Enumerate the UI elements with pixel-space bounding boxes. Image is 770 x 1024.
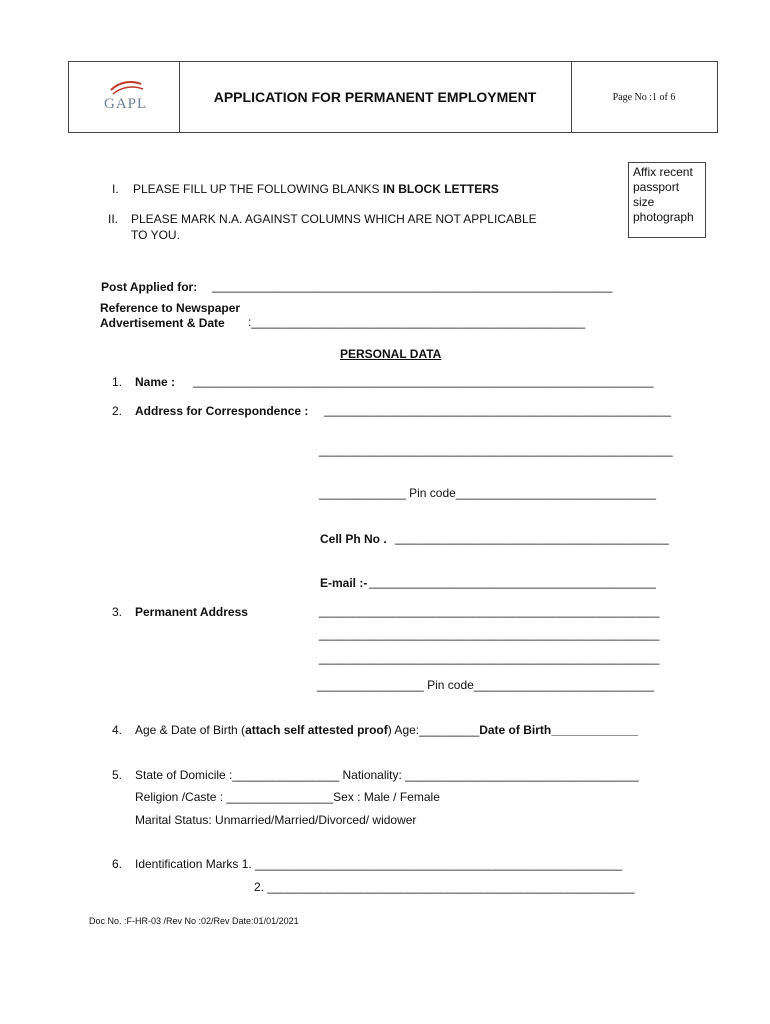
instruction-text: TO YOU. [131,228,180,242]
dob-field[interactable]: Date of Birth_____________ [479,723,638,737]
instruction-text-bold: IN BLOCK LETTERS [382,182,499,196]
photo-line: size [633,195,655,209]
item-number: 5. [112,768,123,782]
religion-sex-line[interactable]: Religion /Caste : ________________Sex : Male / Female [135,790,440,804]
name-field[interactable]: _____________________________________________________________________ [193,374,654,388]
age-dob-line[interactable] [135,723,638,737]
cell-phone-field[interactable]: _________________________________________ [395,531,669,545]
instruction-text [133,182,499,196]
email-field[interactable]: ___________________________________________ [369,575,656,589]
company-logo [69,62,180,132]
email-label: E-mail :- [320,576,368,590]
post-applied-label: Post Applied for: [101,280,198,294]
address-label: Address for Correspondence : [135,404,309,418]
permanent-address-field[interactable]: ___________________________________________________ [319,651,660,665]
permanent-address-field[interactable]: ___________________________________________________ [319,604,660,618]
identification-mark-1[interactable]: Identification Marks 1. _______________________________________________________ [135,857,623,871]
permanent-address-field[interactable]: ___________________________________________________ [319,627,660,641]
reference-label: Advertisement & Date [100,316,225,330]
domicile-nationality-line[interactable]: State of Domicile :________________ Nationality: ___________________________________ [135,768,639,782]
item-number: 3. [112,605,123,619]
form-title: APPLICATION FOR PERMANENT EMPLOYMENT [179,62,572,132]
document-header [68,61,718,133]
logo-text: GAPL [104,96,148,112]
logo-swoosh-icon [107,78,147,98]
reference-field[interactable]: :__________________________________________________ [248,315,586,329]
address-field[interactable]: _____________________________________________________ [319,443,673,457]
photo-line: Affix recent [633,165,693,179]
address-field[interactable]: ____________________________________________________ [324,403,672,417]
photo-line: photograph [633,210,694,224]
permanent-pincode-field[interactable]: ________________ Pin code___________________________ [317,678,655,692]
age-field[interactable]: ) Age:_________ [387,723,480,737]
section-title: PERSONAL DATA [340,347,442,361]
address-pincode-field[interactable]: _____________ Pin code______________________________ [319,486,657,500]
instruction-text-plain: PLEASE FILL UP THE FOLLOWING BLANKS [133,182,383,196]
page-number: Page No :1 of 6 [612,91,676,103]
cell-phone-label: Cell Ph No . [320,532,387,546]
identification-mark-2[interactable]: 2. _______________________________________________________ [254,880,635,894]
photo-placeholder[interactable] [628,162,706,238]
document-footer: Doc No. :F-HR-03 /Rev No :02/Rev Date:01/01/2021 [89,916,299,926]
post-applied-field[interactable]: ____________________________________________________________ [212,279,613,293]
item-number: 1. [112,375,123,389]
reference-label: Reference to Newspaper [100,301,241,315]
instruction-text: PLEASE MARK N.A. AGAINST COLUMNS WHICH ARE NOT APPLICABLE [131,212,537,226]
photo-line: passport [633,180,680,194]
instruction-number: I. [112,182,119,196]
instruction-number: II. [108,212,119,226]
item-number: 6. [112,857,123,871]
marital-status-line[interactable]: Marital Status: Unmarried/Married/Divorced/ widower [135,813,417,827]
attach-proof-text: attach self attested proof [245,723,388,737]
permanent-address-label: Permanent Address [135,605,248,619]
item-number: 2. [112,404,123,418]
item-number: 4. [112,723,123,737]
name-label: Name : [135,375,176,389]
age-label: Age & Date of Birth ( [135,723,246,737]
